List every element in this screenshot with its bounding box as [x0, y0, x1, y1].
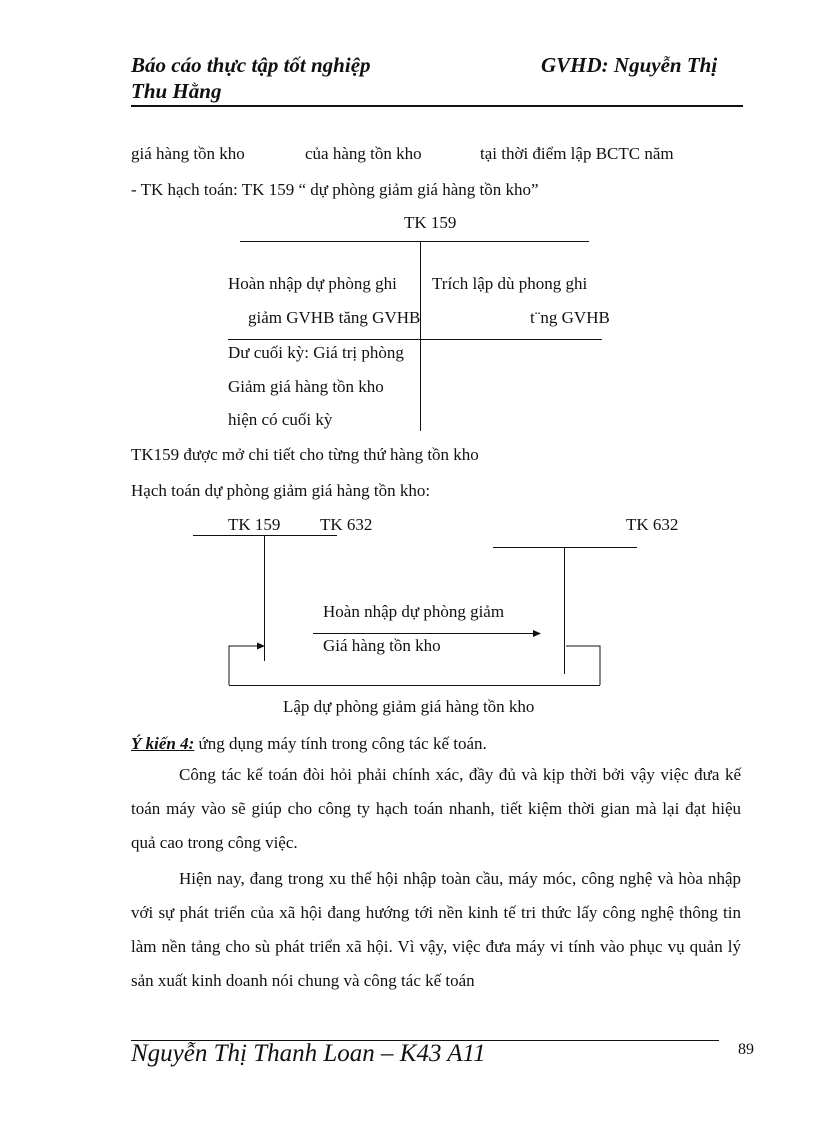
- carry-over-col1: giá hàng tồn kho: [131, 144, 245, 163]
- t-balance-line2: Giảm giá hàng tồn kho: [228, 377, 384, 396]
- page-number: 89: [738, 1041, 754, 1058]
- opinion-line: [131, 734, 487, 754]
- t-credit-line1: Trích lập dù phong ghi: [432, 274, 588, 293]
- paragraph-1: Công tác kế toán đòi hỏi phải chính xác, đầy đủ và kịp thời bởi vậy việc đưa kế toán máy vào sẽ giúp cho công ty hạch toán nhanh, tiết kiệm thời gian mà lại đạt hiệu quả cao trong công việc.: [131, 765, 741, 852]
- t-balance-line1: Dư cuối kỳ: Giá trị phòng: [228, 343, 404, 362]
- provision-loop-left: [229, 646, 259, 685]
- t-credit-line2: t¨ng GVHB: [530, 308, 610, 327]
- opinion-label: Ý kiến 4:: [131, 734, 195, 753]
- flow-mid-account: TK 632: [320, 515, 373, 534]
- flow-left-account: TK 159: [228, 515, 281, 534]
- opinion-text: ứng dụng máy tính trong công tác kế toán.: [194, 734, 487, 753]
- t-debit-line2: giảm GVHB tăng GVHB: [248, 308, 421, 327]
- header-report-title: Báo cáo thực tập tốt nghiệp: [131, 53, 371, 77]
- header-supervisor-cont: Thu Hằng: [131, 79, 222, 103]
- t-debit-line1: Hoàn nhập dự phòng ghi: [228, 274, 397, 293]
- flow-bottom-label: Lập dự phòng giảm giá hàng tồn kho: [283, 697, 535, 716]
- provision-arrowhead: [257, 643, 265, 650]
- detail-note: TK159 được mở chi tiết cho từng thứ hàng tồn kho: [131, 445, 479, 464]
- header-supervisor: GVHD: Nguyễn Thị: [541, 53, 718, 77]
- arrow-label-line1: Hoàn nhập dự phòng giảm: [323, 602, 505, 621]
- flow-right-account: TK 632: [626, 515, 679, 534]
- provision-loop-right: [566, 646, 600, 685]
- account-line: - TK hạch toán: TK 159 “ dự phòng giảm giá hàng tồn kho”: [131, 180, 539, 199]
- t-account-title: TK 159: [404, 213, 457, 232]
- carry-over-col3: tại thời điểm lập BCTC năm: [480, 144, 674, 163]
- carry-over-col2: của hàng tồn kho: [305, 144, 422, 163]
- t-balance-line3: hiện có cuối kỳ: [228, 410, 333, 429]
- diagram-heading: Hạch toán dự phòng giảm giá hàng tồn kho:: [131, 481, 431, 500]
- arrow-label-line2: Giá hàng tồn kho: [323, 636, 441, 655]
- paragraph-2: Hiện nay, đang trong xu thế hội nhập toàn cầu, máy móc, công nghệ và hòa nhập với sự phát triển của xã hội đang hướng tới nền kinh tế tri thức lấy công nghệ thông tin làm nền tảng cho sù phát triển xã hội. Vì vậy, việc đưa máy vi tính vào phục vụ quản lý sản xuất kinh doanh nói chung và công tác kế toán: [131, 869, 741, 990]
- reversal-arrowhead: [533, 630, 541, 637]
- footer-author: Nguyễn Thị Thanh Loan – K43 A11: [131, 1040, 486, 1067]
